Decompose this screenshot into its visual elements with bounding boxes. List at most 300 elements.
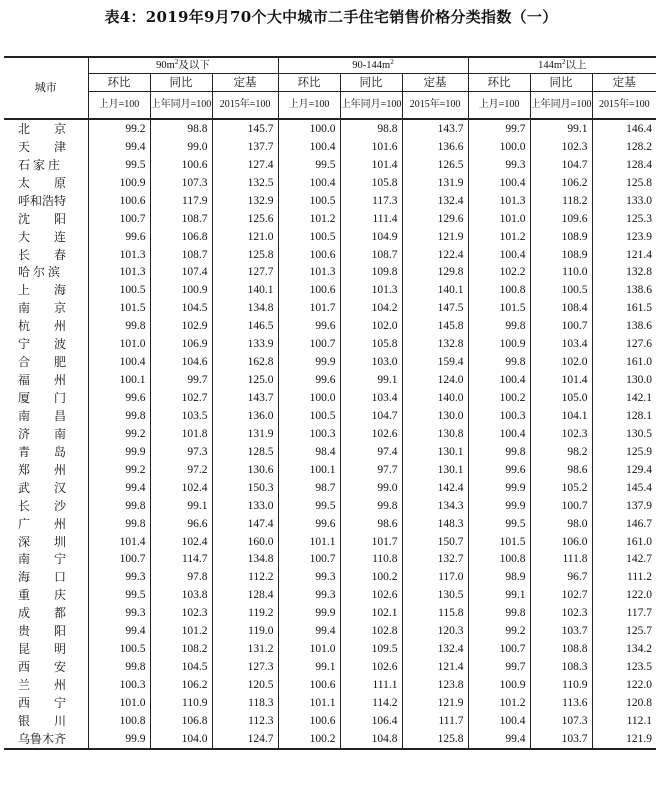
table-row	[4, 730, 656, 749]
cell-yoy-medium: 101.7	[340, 533, 402, 551]
city-name: 合 肥	[18, 355, 67, 370]
table-row	[4, 299, 656, 317]
cell-fixed-large: 134.2	[592, 640, 656, 658]
cell-yoy-large: 101.4	[530, 371, 592, 389]
cell-fixed-medium: 148.3	[402, 515, 468, 533]
cell-fixed-large: 161.0	[592, 353, 656, 371]
cell-mom-small: 99.3	[88, 604, 150, 622]
cell-fixed-medium: 132.4	[402, 192, 468, 210]
cell-yoy-small: 96.6	[150, 515, 212, 533]
cell-yoy-small: 104.5	[150, 658, 212, 676]
cell-fixed-small: 128.4	[212, 586, 278, 604]
cell-fixed-large: 125.8	[592, 174, 656, 192]
cell-mom-large: 101.2	[468, 228, 530, 246]
cell-mom-medium: 99.9	[278, 353, 340, 371]
cell-yoy-large: 100.7	[530, 497, 592, 515]
cell-mom-small: 99.5	[88, 156, 150, 174]
cell-yoy-large: 105.2	[530, 479, 592, 497]
base-label-2015: 2015年=100	[212, 92, 278, 120]
cell-yoy-medium: 102.0	[340, 317, 402, 335]
cell-yoy-small: 97.3	[150, 443, 212, 461]
cell-mom-medium: 99.3	[278, 586, 340, 604]
city-name: 呼和浩特	[18, 193, 67, 208]
cell-fixed-medium: 117.0	[402, 568, 468, 586]
cell-mom-medium: 100.1	[278, 461, 340, 479]
city-name: 西 宁	[18, 695, 67, 710]
cell-fixed-small: 127.7	[212, 264, 278, 282]
cell-mom-large: 101.5	[468, 299, 530, 317]
cell-fixed-large: 138.6	[592, 317, 656, 335]
cell-fixed-large: 142.1	[592, 389, 656, 407]
cell-fixed-large: 161.5	[592, 299, 656, 317]
cell-yoy-large: 103.7	[530, 730, 592, 749]
cell-yoy-small: 104.0	[150, 730, 212, 749]
cell-yoy-large: 98.6	[530, 461, 592, 479]
cell-mom-large: 99.9	[468, 497, 530, 515]
cell-mom-small: 101.0	[88, 694, 150, 712]
cell-fixed-large: 123.9	[592, 228, 656, 246]
cell-mom-large: 100.4	[468, 712, 530, 730]
cell-mom-medium: 100.7	[278, 551, 340, 569]
cell-mom-small: 101.4	[88, 533, 150, 551]
table-row	[4, 694, 656, 712]
cell-yoy-medium: 99.0	[340, 479, 402, 497]
cell-fixed-large: 123.5	[592, 658, 656, 676]
cell-fixed-small: 132.9	[212, 192, 278, 210]
cell-fixed-small: 133.9	[212, 335, 278, 353]
cell-yoy-small: 106.8	[150, 228, 212, 246]
cell-mom-medium: 100.2	[278, 730, 340, 749]
cell-fixed-small: 119.0	[212, 622, 278, 640]
cell-mom-large: 101.2	[468, 694, 530, 712]
cell-fixed-large: 122.0	[592, 586, 656, 604]
table-row	[4, 228, 656, 246]
city-name: 哈 尔 滨	[18, 265, 61, 280]
cell-fixed-large: 125.9	[592, 443, 656, 461]
cell-fixed-medium: 111.7	[402, 712, 468, 730]
cell-mom-large: 99.1	[468, 586, 530, 604]
city-name: 杭 州	[18, 319, 67, 334]
base-label-last-month: 上月=100	[278, 92, 340, 120]
cell-mom-medium: 99.6	[278, 515, 340, 533]
city-name: 大 连	[18, 229, 67, 244]
cell-fixed-large: 125.7	[592, 622, 656, 640]
cell-fixed-large: 133.0	[592, 192, 656, 210]
cell-fixed-large: 122.0	[592, 676, 656, 694]
cell-yoy-small: 102.7	[150, 389, 212, 407]
base-label-last-month: 上月=100	[468, 92, 530, 120]
cell-mom-small: 100.5	[88, 640, 150, 658]
cell-yoy-medium: 106.4	[340, 712, 402, 730]
cell-fixed-small: 132.5	[212, 174, 278, 192]
cell-fixed-small: 134.8	[212, 551, 278, 569]
cell-fixed-medium: 140.0	[402, 389, 468, 407]
city-name: 天 津	[18, 139, 67, 154]
cell-mom-small: 100.7	[88, 551, 150, 569]
cell-mom-small: 101.5	[88, 299, 150, 317]
cell-yoy-large: 102.3	[530, 604, 592, 622]
city-name: 贵 阳	[18, 624, 67, 639]
price-index-table	[4, 56, 656, 750]
cell-yoy-large: 111.8	[530, 551, 592, 569]
cell-yoy-small: 100.6	[150, 156, 212, 174]
cell-yoy-medium: 104.9	[340, 228, 402, 246]
city-name: 深 圳	[18, 534, 67, 549]
table-row	[4, 712, 656, 730]
cell-mom-large: 99.8	[468, 604, 530, 622]
cell-fixed-medium: 129.6	[402, 210, 468, 228]
cell-yoy-medium: 111.1	[340, 676, 402, 694]
table-row	[4, 676, 656, 694]
cell-mom-large: 99.7	[468, 658, 530, 676]
table-row	[4, 317, 656, 335]
cell-yoy-medium: 103.4	[340, 389, 402, 407]
sub-header-fixed-base: 定基	[402, 74, 468, 92]
cell-yoy-small: 101.2	[150, 622, 212, 640]
base-label-last-year: 上年同月=100	[530, 92, 592, 120]
cell-fixed-large: 130.5	[592, 425, 656, 443]
cell-mom-small: 99.6	[88, 389, 150, 407]
cell-mom-medium: 100.7	[278, 335, 340, 353]
city-name: 南 京	[18, 301, 67, 316]
city-name: 厦 门	[18, 391, 67, 406]
cell-fixed-medium: 125.8	[402, 730, 468, 749]
city-name: 南 昌	[18, 408, 67, 423]
cell-yoy-large: 96.7	[530, 568, 592, 586]
cell-mom-large: 100.7	[468, 640, 530, 658]
table-row	[4, 407, 656, 425]
city-name: 南 宁	[18, 552, 67, 567]
cell-fixed-large: 128.4	[592, 156, 656, 174]
city-name: 宁 波	[18, 337, 67, 352]
cell-fixed-small: 145.7	[212, 119, 278, 138]
city-name: 重 庆	[18, 588, 67, 603]
cell-fixed-small: 140.1	[212, 281, 278, 299]
cell-mom-small: 99.8	[88, 407, 150, 425]
cell-yoy-large: 103.7	[530, 622, 592, 640]
cell-yoy-large: 108.4	[530, 299, 592, 317]
cell-fixed-small: 112.2	[212, 568, 278, 586]
cell-mom-medium: 100.6	[278, 281, 340, 299]
cell-mom-large: 100.9	[468, 335, 530, 353]
cell-fixed-medium: 140.1	[402, 281, 468, 299]
city-name: 西 安	[18, 660, 67, 675]
cell-fixed-small: 150.3	[212, 479, 278, 497]
table-row	[4, 138, 656, 156]
cell-yoy-medium: 102.1	[340, 604, 402, 622]
cell-fixed-medium: 123.8	[402, 676, 468, 694]
cell-yoy-medium: 102.6	[340, 658, 402, 676]
cell-mom-medium: 99.4	[278, 622, 340, 640]
cell-fixed-small: 131.2	[212, 640, 278, 658]
cell-yoy-small: 102.4	[150, 479, 212, 497]
cell-yoy-medium: 101.6	[340, 138, 402, 156]
city-name: 乌鲁木齐	[4, 730, 88, 749]
cell-yoy-medium: 117.3	[340, 192, 402, 210]
cell-yoy-medium: 97.7	[340, 461, 402, 479]
cell-yoy-small: 102.9	[150, 317, 212, 335]
cell-mom-small: 99.8	[88, 497, 150, 515]
cell-mom-medium: 100.6	[278, 246, 340, 264]
cell-mom-large: 99.8	[468, 317, 530, 335]
city-name: 兰 州	[18, 678, 67, 693]
cell-mom-large: 98.9	[468, 568, 530, 586]
cell-yoy-medium: 104.2	[340, 299, 402, 317]
cell-mom-large: 99.2	[468, 622, 530, 640]
cell-yoy-large: 106.0	[530, 533, 592, 551]
cell-yoy-large: 103.4	[530, 335, 592, 353]
cell-fixed-medium: 132.7	[402, 551, 468, 569]
cell-mom-small: 101.3	[88, 246, 150, 264]
cell-yoy-medium: 114.2	[340, 694, 402, 712]
cell-yoy-medium: 102.8	[340, 622, 402, 640]
cell-fixed-small: 127.3	[212, 658, 278, 676]
table-row	[4, 210, 656, 228]
cell-yoy-large: 108.8	[530, 640, 592, 658]
cell-mom-small: 99.9	[88, 443, 150, 461]
cell-fixed-medium: 121.9	[402, 694, 468, 712]
cell-mom-large: 100.9	[468, 676, 530, 694]
cell-fixed-small: 127.4	[212, 156, 278, 174]
cell-yoy-large: 102.7	[530, 586, 592, 604]
city-name: 福 州	[18, 373, 67, 388]
cell-fixed-large: 112.1	[592, 712, 656, 730]
cell-mom-small: 99.2	[88, 425, 150, 443]
cell-mom-medium: 100.5	[278, 228, 340, 246]
cell-mom-large: 101.3	[468, 192, 530, 210]
cell-fixed-large: 161.0	[592, 533, 656, 551]
cell-yoy-large: 98.2	[530, 443, 592, 461]
cell-fixed-small: 120.5	[212, 676, 278, 694]
cell-fixed-medium: 120.3	[402, 622, 468, 640]
cell-mom-small: 100.9	[88, 174, 150, 192]
city-name: 沈 阳	[18, 211, 67, 226]
cell-fixed-small: 125.0	[212, 371, 278, 389]
cell-yoy-small: 110.9	[150, 694, 212, 712]
cell-fixed-small: 147.4	[212, 515, 278, 533]
cell-fixed-large: 120.8	[592, 694, 656, 712]
cell-mom-medium: 100.0	[278, 389, 340, 407]
cell-fixed-medium: 150.7	[402, 533, 468, 551]
table-row	[4, 335, 656, 353]
cell-fixed-small: 130.6	[212, 461, 278, 479]
cell-mom-medium: 101.1	[278, 694, 340, 712]
cell-yoy-small: 104.6	[150, 353, 212, 371]
table-row	[4, 353, 656, 371]
cell-fixed-medium: 132.8	[402, 335, 468, 353]
cell-mom-medium: 99.5	[278, 156, 340, 174]
city-name: 长 沙	[18, 498, 67, 513]
city-name: 海 口	[18, 570, 67, 585]
group-header-medium: $90-144m^2$	[278, 57, 468, 74]
cell-mom-medium: 101.2	[278, 210, 340, 228]
cell-mom-small: 99.2	[88, 119, 150, 138]
cell-fixed-medium: 132.4	[402, 640, 468, 658]
cell-fixed-small: 162.8	[212, 353, 278, 371]
table-row	[4, 586, 656, 604]
sub-header-yoy: 同比	[150, 74, 212, 92]
cell-yoy-medium: 110.8	[340, 551, 402, 569]
cell-yoy-small: 106.2	[150, 676, 212, 694]
cell-fixed-medium: 134.3	[402, 497, 468, 515]
cell-mom-medium: 99.9	[278, 604, 340, 622]
table-row	[4, 568, 656, 586]
cell-mom-medium: 100.0	[278, 119, 340, 138]
table-row	[4, 622, 656, 640]
city-name: 太 原	[18, 175, 67, 190]
cell-fixed-small: 134.8	[212, 299, 278, 317]
cell-mom-large: 101.0	[468, 210, 530, 228]
cell-fixed-large: 130.0	[592, 371, 656, 389]
cell-yoy-medium: 108.7	[340, 246, 402, 264]
cell-mom-small: 100.8	[88, 712, 150, 730]
cell-mom-small: 99.3	[88, 568, 150, 586]
cell-fixed-medium: 129.8	[402, 264, 468, 282]
cell-yoy-small: 99.7	[150, 371, 212, 389]
sub-header-yoy: 同比	[340, 74, 402, 92]
city-name: 青 岛	[18, 444, 67, 459]
cell-fixed-medium: 145.8	[402, 317, 468, 335]
table-row	[4, 156, 656, 174]
cell-mom-small: 100.6	[88, 192, 150, 210]
base-label-2015: 2015年=100	[592, 92, 656, 120]
cell-mom-small: 100.7	[88, 210, 150, 228]
cell-mom-small: 99.6	[88, 228, 150, 246]
cell-mom-small: 100.3	[88, 676, 150, 694]
cell-mom-small: 100.1	[88, 371, 150, 389]
cell-mom-small: 99.8	[88, 658, 150, 676]
cell-fixed-medium: 130.1	[402, 461, 468, 479]
cell-mom-small: 99.4	[88, 138, 150, 156]
cell-fixed-large: 132.8	[592, 264, 656, 282]
base-label-2015: 2015年=100	[402, 92, 468, 120]
cell-fixed-medium: 130.8	[402, 425, 468, 443]
cell-yoy-large: 109.6	[530, 210, 592, 228]
table-body	[4, 119, 656, 749]
cell-mom-large: 99.6	[468, 461, 530, 479]
cell-yoy-small: 117.9	[150, 192, 212, 210]
cell-mom-small: 101.0	[88, 335, 150, 353]
cell-yoy-large: 118.2	[530, 192, 592, 210]
cell-fixed-small: 137.7	[212, 138, 278, 156]
cell-fixed-medium: 143.7	[402, 119, 468, 138]
cell-yoy-small: 104.5	[150, 299, 212, 317]
cell-fixed-large: 125.3	[592, 210, 656, 228]
cell-fixed-large: 111.2	[592, 568, 656, 586]
cell-yoy-medium: 99.8	[340, 497, 402, 515]
cell-yoy-medium: 100.2	[340, 568, 402, 586]
cell-yoy-small: 101.8	[150, 425, 212, 443]
cell-fixed-large: 137.9	[592, 497, 656, 515]
cell-mom-large: 99.7	[468, 119, 530, 138]
cell-yoy-large: 102.3	[530, 425, 592, 443]
cell-mom-large: 99.8	[468, 353, 530, 371]
table-row	[4, 119, 656, 138]
cell-mom-medium: 100.3	[278, 425, 340, 443]
cell-yoy-medium: 109.8	[340, 264, 402, 282]
group-header-large: $144m^2$以上	[468, 57, 656, 74]
cell-yoy-medium: 102.6	[340, 586, 402, 604]
cell-fixed-small: 124.7	[212, 730, 278, 749]
cell-fixed-medium: 130.1	[402, 443, 468, 461]
cell-mom-medium: 98.4	[278, 443, 340, 461]
cell-yoy-medium: 98.6	[340, 515, 402, 533]
cell-mom-small: 99.4	[88, 622, 150, 640]
cell-mom-large: 102.2	[468, 264, 530, 282]
cell-fixed-small: 136.0	[212, 407, 278, 425]
cell-yoy-large: 100.5	[530, 281, 592, 299]
cell-yoy-small: 114.7	[150, 551, 212, 569]
table-row	[4, 389, 656, 407]
cell-mom-small: 100.5	[88, 281, 150, 299]
table-row	[4, 192, 656, 210]
city-name: 郑 州	[18, 462, 67, 477]
cell-yoy-small: 98.8	[150, 119, 212, 138]
cell-mom-large: 100.4	[468, 246, 530, 264]
table-row	[4, 425, 656, 443]
cell-fixed-medium: 136.6	[402, 138, 468, 156]
cell-mom-medium: 99.5	[278, 497, 340, 515]
cell-yoy-large: 106.2	[530, 174, 592, 192]
cell-fixed-medium: 131.9	[402, 174, 468, 192]
cell-yoy-large: 108.3	[530, 658, 592, 676]
cell-yoy-large: 113.6	[530, 694, 592, 712]
table-row	[4, 658, 656, 676]
cell-yoy-small: 97.2	[150, 461, 212, 479]
cell-yoy-medium: 104.8	[340, 730, 402, 749]
cell-fixed-small: 160.0	[212, 533, 278, 551]
cell-mom-small: 100.4	[88, 353, 150, 371]
cell-yoy-small: 106.8	[150, 712, 212, 730]
cell-fixed-medium: 147.5	[402, 299, 468, 317]
cell-fixed-small: 131.9	[212, 425, 278, 443]
cell-mom-medium: 98.7	[278, 479, 340, 497]
cell-fixed-medium: 142.4	[402, 479, 468, 497]
cell-fixed-medium: 121.4	[402, 658, 468, 676]
cell-fixed-large: 138.6	[592, 281, 656, 299]
city-name: 成 都	[18, 606, 67, 621]
group-header-small: $90m^2$及以下	[88, 57, 278, 74]
cell-fixed-small: 133.0	[212, 497, 278, 515]
cell-yoy-large: 105.0	[530, 389, 592, 407]
table-row	[4, 371, 656, 389]
cell-mom-large: 100.4	[468, 371, 530, 389]
table-row	[4, 264, 656, 282]
cell-mom-medium: 101.0	[278, 640, 340, 658]
cell-mom-small: 99.8	[88, 317, 150, 335]
cell-fixed-large: 142.7	[592, 551, 656, 569]
cell-yoy-small: 102.4	[150, 533, 212, 551]
cell-yoy-large: 100.7	[530, 317, 592, 335]
table-row	[4, 497, 656, 515]
cell-yoy-small: 107.4	[150, 264, 212, 282]
cell-yoy-medium: 98.8	[340, 119, 402, 138]
cell-yoy-small: 103.5	[150, 407, 212, 425]
cell-mom-large: 99.8	[468, 443, 530, 461]
cell-fixed-large: 121.4	[592, 246, 656, 264]
cell-fixed-small: 121.0	[212, 228, 278, 246]
cell-fixed-large: 121.9	[592, 730, 656, 749]
cell-fixed-small: 146.5	[212, 317, 278, 335]
cell-fixed-large: 146.4	[592, 119, 656, 138]
cell-yoy-small: 108.7	[150, 246, 212, 264]
cell-mom-medium: 99.1	[278, 658, 340, 676]
cell-yoy-small: 100.9	[150, 281, 212, 299]
cell-yoy-small: 108.7	[150, 210, 212, 228]
base-label-last-month: 上月=100	[88, 92, 150, 120]
cell-mom-medium: 101.7	[278, 299, 340, 317]
cell-yoy-medium: 101.4	[340, 156, 402, 174]
